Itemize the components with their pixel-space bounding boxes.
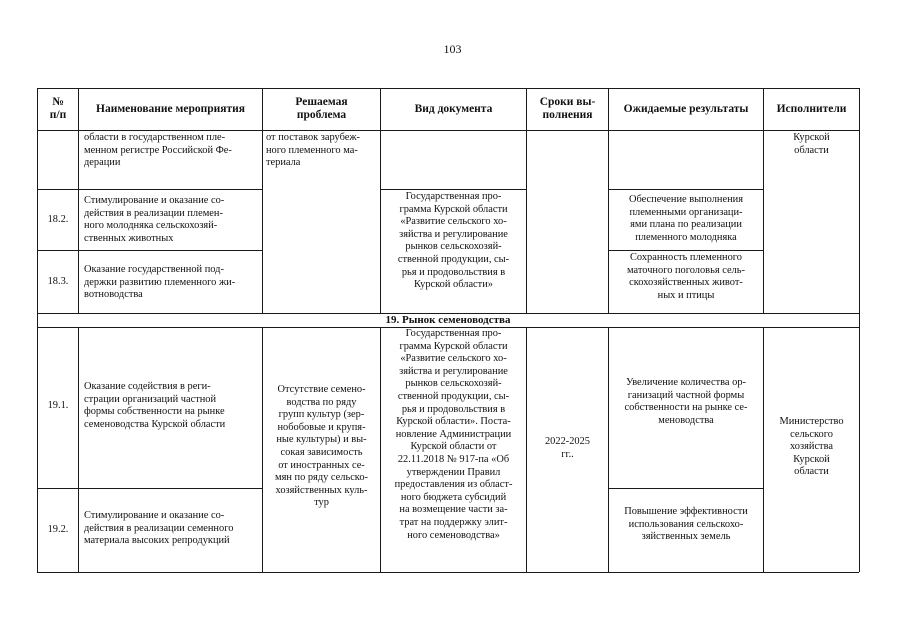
row-18-2-result: Обеспечение выполнения племенными организаци- ями плана по реализации племенного молодняка [629, 194, 743, 243]
row-18-3-num: 18.3. [47, 276, 69, 287]
problem-19: Отсутствие семено- водства по ряду групп культур (зер- нобобовые и крупя- ные культуры) и вы- сокая зависимость от иностранных се- мян по ряду сельско- хозяйственных куль- тур [275, 384, 368, 509]
row-19-2-num: 19.2. [47, 524, 69, 535]
row-19-1-result: Увеличение количества ор- ганизаций частной формы собственности на рынке се- меноводства [624, 377, 748, 426]
header-num: № п/п [49, 96, 67, 121]
row-19-1-num: 19.1. [47, 400, 69, 411]
header-problem: Решаемая проблема [295, 96, 348, 121]
cont-executor: Курской области [793, 132, 830, 156]
doc-18: Государственная про- грамма Курской области «Развитие сельского хо- зяйства и регулирование рынков сельскохозяй- ственной продукции, сы- рья и продовольствия в Курской области» [397, 191, 510, 291]
row-19-1-name: Оказание содействия в реги- страции организаций частной формы собственности на рынке семеноводства Курской области [84, 381, 226, 430]
row-19-2-name: Стимулирование и оказание со- действия в реализации семенного материала высоких репродукций [84, 510, 234, 547]
row-18-2-num: 18.2. [47, 214, 69, 225]
doc-19: Государственная про- грамма Курской области «Развитие сельского хо- зяйства и регулирование рынков сельскохозяй- ственной продукции, сы- рья и продовольствия в Курской области». Поста- новление Администрации Курской области от 22.11.2018 № 917-па «Об утверждении Правил предоставления из област- ного бюджета субсидий на возмещение части за- трат на поддержку элит- ного семеноводства» [394, 328, 513, 541]
cont-problem: от поставок зарубеж- ного племенного ма- териала [266, 132, 361, 169]
term-19: 2022-2025 гг.. [544, 436, 591, 460]
header-document: Вид документа [414, 103, 493, 115]
header-results: Ожидаемые результаты [623, 103, 749, 115]
header-name: Наименование мероприятия [96, 103, 245, 115]
row-18-3-result: Сохранность племенного маточного поголовья сель- скохозяйственных живот- ных и птицы [627, 252, 745, 301]
header-executors: Исполнители [776, 103, 847, 115]
row-18-2-name: Стимулирование и оказание со- действия в реализации племен- ного молодняка сельскохозяй- ственных животных [84, 195, 225, 244]
executors-19: Министерство сельского хозяйства Курской области [779, 416, 844, 478]
row-18-3-name: Оказание государственной под- держки развитию племенного жи- вотноводства [84, 264, 236, 301]
row-19-2-result: Повышение эффективности использования сельскохо- зяйственных земель [624, 506, 748, 543]
header-term: Сроки вы- полнения [539, 96, 596, 121]
section-19-title: 19. Рынок семеноводства [385, 314, 511, 326]
page-number: 103 [443, 42, 462, 56]
cont-name: области в государственном пле- менном регистре Российской Фе- дерации [84, 132, 232, 169]
